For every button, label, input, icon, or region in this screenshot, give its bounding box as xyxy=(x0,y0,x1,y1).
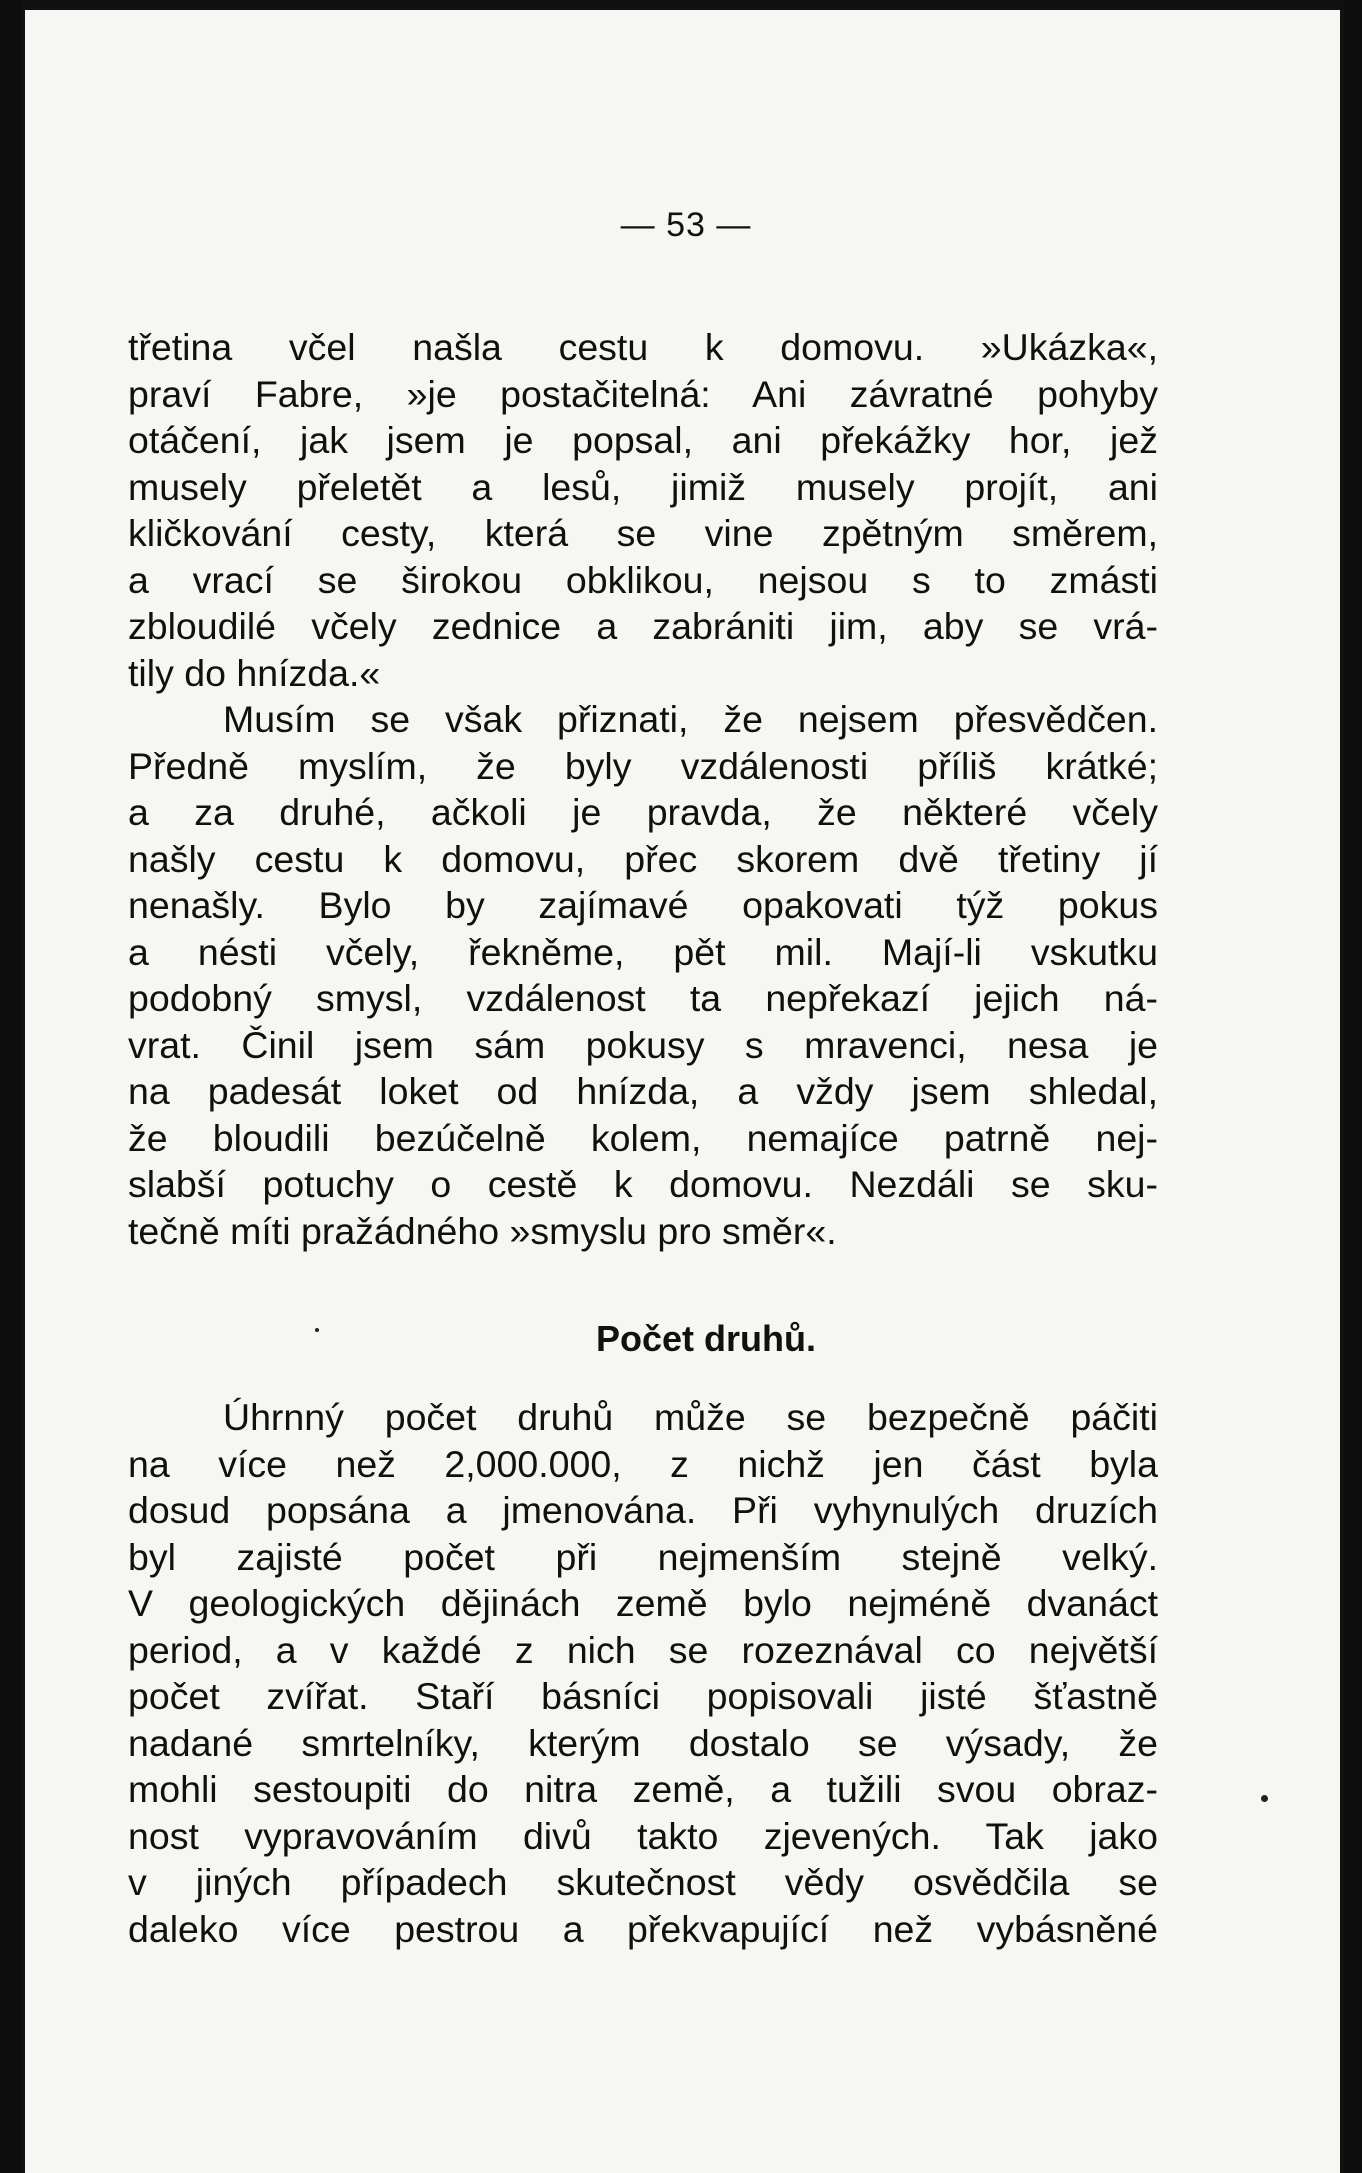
text-line: podobný smysl, vzdálenost ta nepřekazí jejich ná- xyxy=(128,977,1158,1019)
text-line: že bloudili bezúčelně kolem, nemajíce patrně nej- xyxy=(128,1116,1158,1159)
text-line: Musím se však přiznati, že nejsem přesvědčen. xyxy=(223,698,1158,740)
text-line: našly cestu k domovu, přec skorem dvě třetiny jí xyxy=(128,837,1158,880)
text-line: period, a v každé z nich se rozeznával co největší xyxy=(128,1628,1158,1671)
text-line: V geologických dějinách země bylo nejméně dvanáct xyxy=(128,1582,1158,1624)
text-line: slabší potuchy o cestě k domovu. Nezdáli se sku- xyxy=(128,1163,1158,1205)
scan-border-right xyxy=(1344,0,1362,2173)
scan-border-left xyxy=(0,0,22,2173)
section-heading: Počet druhů. xyxy=(595,1318,816,1359)
book-page xyxy=(22,10,1344,2173)
print-speck xyxy=(1261,1795,1268,1802)
text-line: třetina včel našla cestu k domovu. »Ukázka«, xyxy=(128,326,1158,368)
paragraph-continued xyxy=(128,324,1158,696)
text-line: a za druhé, ačkoli je pravda, že některé včely xyxy=(128,791,1158,833)
text-line: v jiných případech skutečnost vědy osvědčila se xyxy=(128,1861,1158,1903)
text-line: otáčení, jak jsem je popsal, ani překážky hor, jež xyxy=(128,419,1158,461)
print-speck xyxy=(315,1328,319,1332)
paragraph-bees-doubt xyxy=(128,696,1158,1254)
paragraph-species-count xyxy=(128,1394,1158,1952)
text-line: na více než 2,000.000, z nichž jen část byla xyxy=(128,1442,1158,1485)
text-line: byl zajisté počet při nejmenším stejně velký. xyxy=(128,1535,1158,1578)
text-line: mohli sestoupiti do nitra země, a tužili svou obraz- xyxy=(128,1768,1158,1810)
text-line: tečně míti pražádného »smyslu pro směr«. xyxy=(128,1209,837,1252)
text-line: nost vypravováním divů takto zjevených. Tak jako xyxy=(128,1814,1158,1857)
text-line: nadané smrtelníky, kterým dostalo se výsady, že xyxy=(128,1721,1158,1764)
text-line: kličkování cesty, která se vine zpětným směrem, xyxy=(128,512,1158,554)
text-line: vrat. Činil jsem sám pokusy s mravenci, nesa je xyxy=(128,1023,1158,1066)
text-line: Úhrnný počet druhů může se bezpečně páčiti xyxy=(223,1396,1158,1438)
text-line: praví Fabre, »je postačitelná: Ani závratné pohyby xyxy=(128,372,1158,415)
text-line: na padesát loket od hnízda, a vždy jsem shledal, xyxy=(128,1070,1158,1112)
text-line: dosud popsána a jmenována. Při vyhynulých druzích xyxy=(128,1489,1158,1531)
text-line: a nésti včely, řekněme, pět mil. Mají-li vskutku xyxy=(128,930,1158,973)
text-line: daleko více pestrou a překvapující než vybásněné xyxy=(128,1907,1158,1950)
text-line: Předně myslím, že byly vzdálenosti příliš krátké; xyxy=(128,744,1158,787)
text-line: počet zvířat. Staří básníci popisovali jisté šťastně xyxy=(128,1675,1158,1717)
text-line: musely přeletět a lesů, jimiž musely projít, ani xyxy=(128,465,1158,508)
text-line: zbloudilé včely zednice a zabrániti jim, aby se vrá- xyxy=(128,605,1158,647)
text-line: nenašly. Bylo by zajímavé opakovati týž pokus xyxy=(128,884,1158,926)
text-line: tily do hnízda.« xyxy=(128,651,381,694)
page-number: — 53 — xyxy=(620,206,752,244)
text-line: a vrací se širokou obklikou, nejsou s to zmásti xyxy=(128,558,1158,601)
